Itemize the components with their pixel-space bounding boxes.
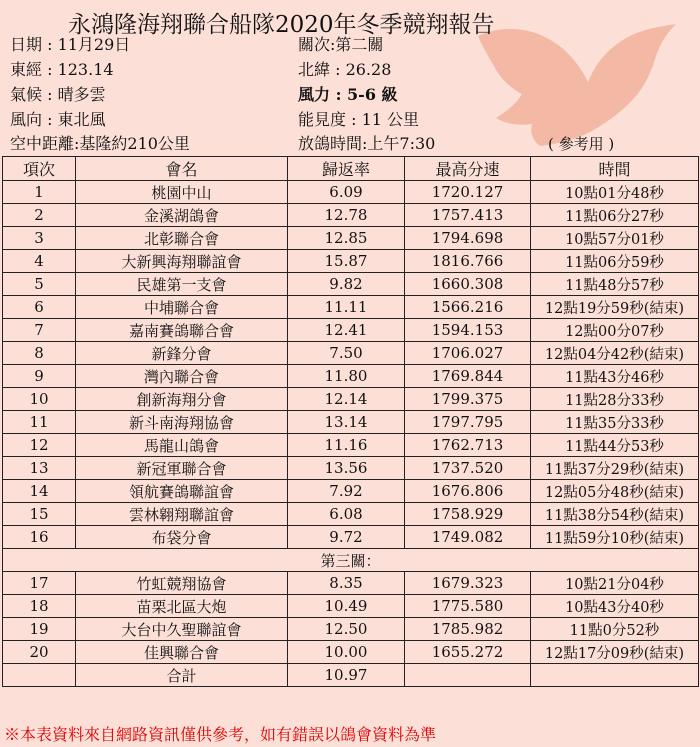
- info-wind-direction: 風向 : 東北風: [10, 110, 106, 129]
- cell-rate: 13.14: [288, 411, 405, 434]
- reference-note: ( 參考用 ): [548, 135, 615, 153]
- cell-club: 金溪湖鴿會: [76, 204, 288, 227]
- cell-time: 12點04分42秒(結束): [531, 342, 699, 365]
- cell-time: 11點35分33秒: [531, 411, 699, 434]
- cell-no: 8: [3, 342, 76, 365]
- cell-time: 11點06分27秒: [531, 204, 699, 227]
- stage3-rows: [3, 572, 699, 664]
- cell-club: 新鋒分會: [76, 342, 288, 365]
- table-row: [3, 296, 699, 319]
- cell-speed: 1799.375: [405, 388, 531, 411]
- header-no: 項次: [3, 157, 76, 181]
- cell-time: 12點19分59秒(結束): [531, 296, 699, 319]
- cell-speed: 1816.766: [405, 250, 531, 273]
- cell-speed: 1706.027: [405, 342, 531, 365]
- cell-speed: 1797.795: [405, 411, 531, 434]
- table-row: [3, 365, 699, 388]
- cell-rate: 12.41: [288, 319, 405, 342]
- cell-no: 7: [3, 319, 76, 342]
- table-row: [3, 250, 699, 273]
- cell-time: 11點38分54秒(結束): [531, 503, 699, 526]
- cell-no: 13: [3, 457, 76, 480]
- table-row: [3, 618, 699, 641]
- cell-no: 16: [3, 526, 76, 549]
- cell-rate: 8.35: [288, 572, 405, 595]
- cell-club: 布袋分會: [76, 526, 288, 549]
- table-row: [3, 342, 699, 365]
- cell-speed: 1679.323: [405, 572, 531, 595]
- info-release-time: 放鴿時間:上午7:30: [298, 134, 436, 153]
- cell-no: 2: [3, 204, 76, 227]
- cell-speed: 1794.698: [405, 227, 531, 250]
- info-visibility: 能見度 : 11 公里: [298, 110, 420, 129]
- table-row: [3, 388, 699, 411]
- cell-rate: 12.85: [288, 227, 405, 250]
- cell-no: 12: [3, 434, 76, 457]
- table-row: [3, 572, 699, 595]
- cell-no: 10: [3, 388, 76, 411]
- section-label: 第三關：: [3, 549, 699, 572]
- cell-rate: 12.14: [288, 388, 405, 411]
- cell-speed: 1757.413: [405, 204, 531, 227]
- cell-rate: 11.16: [288, 434, 405, 457]
- cell-club: 桃園中山: [76, 181, 288, 204]
- cell-club: 大新興海翔聯誼會: [76, 250, 288, 273]
- table-row: [3, 526, 699, 549]
- cell-club: 中埔聯合會: [76, 296, 288, 319]
- cell-speed: 1758.929: [405, 503, 531, 526]
- info-latitude: 北緯 : 26.28: [298, 60, 392, 79]
- cell-rate: 6.08: [288, 503, 405, 526]
- table-header-row: [3, 157, 699, 181]
- cell-speed: 1720.127: [405, 181, 531, 204]
- total-blank: [3, 664, 76, 687]
- total-label: 合計: [76, 664, 288, 687]
- header-rate: 歸返率: [288, 157, 405, 181]
- cell-no: 17: [3, 572, 76, 595]
- cell-speed: 1769.844: [405, 365, 531, 388]
- cell-time: 11點06分59秒: [531, 250, 699, 273]
- table-row: [3, 595, 699, 618]
- table-row: [3, 227, 699, 250]
- cell-time: 12點17分09秒(結束): [531, 641, 699, 664]
- total-blank: [531, 664, 699, 687]
- cell-rate: 6.09: [288, 181, 405, 204]
- cell-speed: 1749.082: [405, 526, 531, 549]
- cell-rate: 9.72: [288, 526, 405, 549]
- cell-club: 新斗南海翔協會: [76, 411, 288, 434]
- cell-time: 10點01分48秒: [531, 181, 699, 204]
- cell-speed: 1785.982: [405, 618, 531, 641]
- header-speed: 最高分速: [405, 157, 531, 181]
- table-row: [3, 480, 699, 503]
- cell-club: 創新海翔分會: [76, 388, 288, 411]
- cell-rate: 12.78: [288, 204, 405, 227]
- cell-club: 北彰聯合會: [76, 227, 288, 250]
- table-row: [3, 319, 699, 342]
- info-weather: 氣候 : 晴多雲: [10, 85, 106, 104]
- header-time: 時間: [531, 157, 699, 181]
- cell-time: 10點21分04秒: [531, 572, 699, 595]
- info-distance: 空中距離:基隆約210公里: [10, 134, 190, 153]
- cell-time: 11點48分57秒: [531, 273, 699, 296]
- header-club: 會名: [76, 157, 288, 181]
- cell-no: 4: [3, 250, 76, 273]
- table-row: [3, 434, 699, 457]
- cell-club: 新冠軍聯合會: [76, 457, 288, 480]
- cell-rate: 15.87: [288, 250, 405, 273]
- cell-speed: 1762.713: [405, 434, 531, 457]
- cell-speed: 1566.216: [405, 296, 531, 319]
- cell-speed: 1676.806: [405, 480, 531, 503]
- cell-time: 11點28分33秒: [531, 388, 699, 411]
- cell-no: 20: [3, 641, 76, 664]
- cell-rate: 7.92: [288, 480, 405, 503]
- cell-no: 18: [3, 595, 76, 618]
- cell-time: 10點43分40秒: [531, 595, 699, 618]
- total-rate: 10.97: [288, 664, 405, 687]
- table-row: [3, 641, 699, 664]
- cell-no: 1: [3, 181, 76, 204]
- cell-club: 嘉南賽鴿聯合會: [76, 319, 288, 342]
- cell-rate: 11.11: [288, 296, 405, 319]
- cell-no: 15: [3, 503, 76, 526]
- cell-no: 9: [3, 365, 76, 388]
- table-row: [3, 503, 699, 526]
- cell-club: 佳興聯合會: [76, 641, 288, 664]
- cell-time: 12點05分48秒(結束): [531, 480, 699, 503]
- cell-club: 民雄第一支會: [76, 273, 288, 296]
- cell-time: 11點59分10秒(結束): [531, 526, 699, 549]
- results-table: [2, 156, 699, 687]
- table-row: [3, 273, 699, 296]
- cell-time: 12點00分07秒: [531, 319, 699, 342]
- cell-club: 領航賽鴿聯誼會: [76, 480, 288, 503]
- table-row: [3, 204, 699, 227]
- cell-speed: 1775.580: [405, 595, 531, 618]
- report-title: 永鴻隆海翔聯合船隊2020年冬季競翔報告: [68, 12, 495, 38]
- info-date: 日期 : 11月29日: [10, 35, 131, 54]
- cell-rate: 13.56: [288, 457, 405, 480]
- cell-rate: 10.00: [288, 641, 405, 664]
- cell-rate: 11.80: [288, 365, 405, 388]
- cell-club: 雲林翱翔聯誼會: [76, 503, 288, 526]
- cell-club: 大台中久聖聯誼會: [76, 618, 288, 641]
- cell-rate: 10.49: [288, 595, 405, 618]
- table-row: [3, 181, 699, 204]
- cell-club: 灣內聯合會: [76, 365, 288, 388]
- info-wind-force: 風力 : 5-6 級: [298, 85, 398, 104]
- cell-no: 6: [3, 296, 76, 319]
- table-row: [3, 457, 699, 480]
- cell-rate: 12.50: [288, 618, 405, 641]
- cell-no: 19: [3, 618, 76, 641]
- total-row: [3, 664, 699, 687]
- cell-rate: 9.82: [288, 273, 405, 296]
- cell-club: 馬龍山鴿會: [76, 434, 288, 457]
- cell-speed: 1655.272: [405, 641, 531, 664]
- cell-time: 11點37分29秒(結束): [531, 457, 699, 480]
- total-blank: [405, 664, 531, 687]
- cell-no: 3: [3, 227, 76, 250]
- cell-time: 11點44分53秒: [531, 434, 699, 457]
- cell-club: 苗栗北區大炮: [76, 595, 288, 618]
- cell-speed: 1737.520: [405, 457, 531, 480]
- table-row: [3, 411, 699, 434]
- cell-club: 竹虹競翔協會: [76, 572, 288, 595]
- info-longitude: 東經 : 123.14: [10, 60, 114, 79]
- cell-speed: 1660.308: [405, 273, 531, 296]
- cell-speed: 1594.153: [405, 319, 531, 342]
- cell-no: 5: [3, 273, 76, 296]
- cell-rate: 7.50: [288, 342, 405, 365]
- cell-no: 14: [3, 480, 76, 503]
- info-stage: 關次:第二關: [298, 35, 384, 54]
- cell-time: 10點57分01秒: [531, 227, 699, 250]
- cell-time: 11點0分52秒: [531, 618, 699, 641]
- cell-time: 11點43分46秒: [531, 365, 699, 388]
- cell-no: 11: [3, 411, 76, 434]
- stage2-rows: [3, 181, 699, 549]
- footnote: ※本表資料來自網路資訊僅供參考，如有錯誤以鴿會資料為準: [4, 725, 437, 744]
- section-row: [3, 549, 699, 572]
